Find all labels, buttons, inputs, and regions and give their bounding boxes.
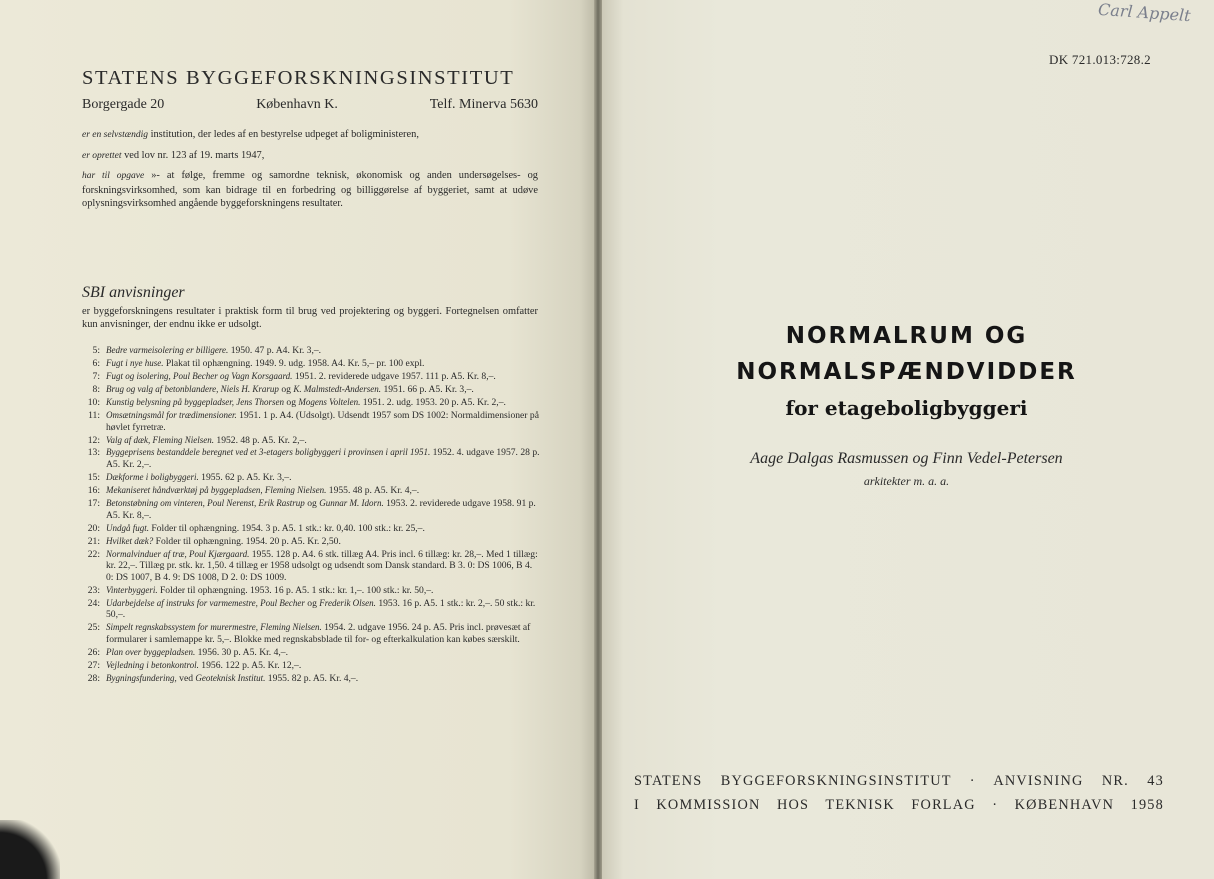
owner-signature: Carl Appelt [1097, 0, 1192, 26]
publication-text: Dækforme i boligbyggeri. [106, 472, 199, 483]
publication-number: 28: [87, 672, 100, 684]
publication-text: Frederik Olsen. [319, 597, 376, 608]
publication-text: og [278, 383, 294, 395]
publication-item [82, 447, 540, 470]
publication-number: 25: [87, 622, 100, 634]
publication-text: og [304, 498, 320, 510]
publication-text: Gunnar M. Idorn. [319, 498, 384, 509]
institute-name: STATENS BYGGEFORSKNINGSINSTITUT [82, 67, 515, 89]
publication-text: og [304, 597, 320, 609]
institute-address [82, 97, 538, 113]
publication-text: 1955. 128 p. A4. 6 stk. tillæg A4. Pris incl. 6 tillæg: kr. 28,–. Med 1 tillæg: kr. 22,–. Tillæg pr. stk. kr. 1,50. 4 tillæg er 1958 udsolgt og udsendt som Dansk standard. B 3. 0: DS 1006, B 4. 0: DS 1007, B 4. 9: DS 1008, D 2. 0: DS 1009. [106, 548, 538, 583]
sbi-section-description: er byggeforskningens resultater i praktisk form til brug ved projektering og byggeri. Fortegnelsen omfatter kun anvisninger, der endnu ikke er udsolgt. [82, 306, 538, 330]
right-page [599, 0, 1214, 879]
footer-line-1: STATENS BYGGEFORSKNINGSINSTITUT · ANVISNING NR. 43 [634, 773, 1164, 789]
page-corner-shadow [0, 820, 60, 879]
publication-number: 8: [92, 383, 100, 395]
publication-text: 1950. 47 p. A4. Kr. 3,–. [228, 345, 322, 356]
publication-item [82, 345, 540, 357]
publication-item [82, 435, 540, 447]
publication-item [82, 384, 540, 396]
publication-item [82, 536, 540, 548]
publication-list [82, 345, 540, 686]
publication-text: Hvilket dæk? [106, 535, 154, 546]
publication-text: Valg af dæk, Fleming Nielsen. [106, 434, 214, 445]
publication-number: 27: [87, 659, 100, 671]
publication-number: 6: [92, 357, 100, 369]
publication-text: Folder til ophængning. 1954. 20 p. A5. Kr. 2,50. [153, 535, 341, 547]
publication-item [82, 622, 540, 645]
intro-paragraph: er en selvstændig institution, der ledes af en bestyrelse udpeget af boligministeren, [82, 129, 419, 140]
publication-text: 1953. 16 p. A5. 1 stk.: kr. 2,–. 50 stk.: kr. 50,–. [106, 597, 536, 621]
publication-number: 10: [87, 396, 100, 408]
publication-text: 1951. 66 p. A5. Kr. 3,–. [381, 383, 474, 395]
publication-text: Bedre varmeisolering er billigere. [106, 345, 229, 355]
publication-text: 1955. 82 p. A5. Kr. 4,–. [265, 672, 359, 684]
publication-text: 1956. 122 p. A5. Kr. 12,–. [198, 659, 302, 671]
publication-text: Fugt og isolering, Poul Becher og Vagn Korsgaard. [106, 370, 293, 381]
footer-line-2: I KOMMISSION HOS TEKNISK FORLAG · KØBENHAVN 1958 [634, 797, 1164, 813]
publication-text: Simpelt regnskabssystem for murermestre, Fleming Nielsen. [106, 622, 322, 633]
publication-item [82, 371, 540, 383]
publication-text: Normalvinduer af træ, Poul Kjærgaard. [106, 548, 250, 559]
publication-text: Plakat til ophængning. 1949. 9. udg. 1958. A4. Kr. 5,– pr. 100 expl. [163, 357, 425, 369]
subtitle: for etageboligbyggeri [785, 396, 1028, 420]
publication-item [82, 598, 540, 621]
publication-item [82, 549, 540, 584]
publication-text: Betonstøbning om vinteren, Poul Nerenst, Erik Rastrup [106, 498, 305, 509]
address-phone: Telf. Minerva 5630 [429, 97, 538, 112]
publication-number: 15: [87, 472, 100, 484]
publication-text: Kunstig belysning på byggepladser, Jens Thorsen [106, 396, 284, 407]
address-street: Borgergade 20 [82, 97, 165, 112]
publication-number: 11: [88, 409, 100, 421]
publication-text: Folder til ophængning. 1954. 3 p. A5. 1 stk.: kr. 0,40. 100 stk.: kr. 25,–. [149, 522, 425, 534]
publication-number: 5: [92, 345, 100, 356]
publication-text: 1952. 4. udgave 1957. 28 p. A5. Kr. 2,–. [106, 447, 540, 471]
sbi-section-title: SBI anvisninger [82, 284, 185, 301]
intro-paragraph: er oprettet ved lov nr. 123 af 19. marts 1947, [82, 149, 265, 161]
publication-number: 16: [87, 485, 100, 497]
publication-number: 23: [87, 584, 100, 596]
address-city: København K. [256, 97, 338, 112]
publication-number: 26: [87, 646, 100, 658]
publication-text: og [284, 396, 299, 408]
publication-text: 1951. 2. udg. 1953. 20 p. A5. Kr. 2,–. [360, 396, 506, 408]
book-gutter [594, 0, 602, 879]
publication-text: 1951. 1 p. A4. (Udsolgt). Udsendt 1957 som DS 1002: Normaldimensioner på høvlet fyrretræ. [106, 409, 539, 433]
publication-text: 1956. 30 p. A5. Kr. 4,–. [195, 646, 288, 658]
publication-number: 13: [87, 447, 100, 459]
publication-item [82, 585, 540, 597]
publication-text: ved [176, 672, 196, 684]
publication-number: 20: [87, 522, 100, 534]
publication-text: 1953. 2. reviderede udgave 1958. 91 p. A5. Kr. 8,–. [106, 498, 536, 521]
publication-item [82, 410, 540, 433]
publication-text: Undgå fugt. [106, 522, 150, 533]
intro-paragraph: har til opgave »- at følge, fremme og samordne teknisk, økonomisk og anden undersøgelses- og forskningsvirksomhed, som kan bidrage til en forbedring og billiggørelse af byggeriet, samt at udøve oplysningsvirksomhed angående byggeforskningens resultater. [82, 170, 538, 209]
publication-number: 24: [87, 597, 100, 609]
publication-text: Brug og valg af betonblandere, Niels H. Krarup [106, 383, 279, 394]
title-line-1: NORMALRUM OG [785, 323, 1028, 349]
publication-text: K. Malmstedt-Andersen. [293, 383, 382, 394]
authors: Aage Dalgas Rasmussen og Finn Vedel-Petersen [750, 450, 1063, 467]
publication-text: Omsætningsmål for trædimensioner. [106, 409, 237, 420]
publication-text: Vejledning i betonkontrol. [106, 659, 199, 670]
publication-text: 1954. 2. udgave 1956. 24 p. A5. Pris incl. prøvesæt af formularer i samlemappe kr. 5,–. Blokke med regnskabsblade til for- og efterkalkulation kan købes særskilt. [106, 622, 531, 645]
publication-text: Vinterbyggeri. [106, 584, 158, 595]
publication-item [82, 660, 540, 672]
publication-item [82, 498, 540, 521]
publication-text: Mekaniseret håndværktøj på byggepladsen, Fleming Nielsen. [106, 485, 327, 496]
publication-text: Udarbejdelse af instruks for varmemestre, Poul Becher [106, 597, 305, 608]
publication-text: 1951. 2. reviderede udgave 1957. 111 p. A5. Kr. 8,–. [292, 370, 496, 382]
publication-text: Geoteknisk Institut. [195, 672, 266, 683]
publication-text: 1955. 62 p. A5. Kr. 3,–. [198, 472, 292, 484]
publication-text: Bygningsfundering, [106, 672, 177, 683]
publication-text: Byggeprisens bestanddele beregnet ved et 3-etagers boligbyggeri i provinsen i april 1951. [106, 447, 431, 458]
publication-number: 21: [87, 535, 100, 547]
publication-item [82, 485, 540, 497]
publication-item [82, 472, 540, 484]
publication-item [82, 523, 540, 535]
publication-number: 12: [87, 434, 100, 446]
publication-number: 7: [92, 370, 100, 382]
publication-item [82, 358, 540, 370]
publication-text: Plan over byggepladsen. [106, 646, 196, 657]
dk-classification: DK 721.013:728.2 [1049, 52, 1151, 67]
author-roles: arkitekter m. a. a. [863, 474, 950, 488]
publication-text: Folder til ophængning. 1953. 16 p. A5. 1 stk.: kr. 1,–. 100 stk.: kr. 50,–. [157, 584, 434, 596]
publication-number: 17: [87, 498, 100, 510]
publication-text: Mogens Voltelen. [298, 396, 361, 407]
publication-text: 1955. 48 p. A5. Kr. 4,–. [326, 485, 420, 497]
institute-description [82, 128, 538, 217]
publication-number: 22: [87, 548, 100, 560]
title-line-2: NORMALSPÆNDVIDDER [736, 359, 1077, 385]
publication-item [82, 397, 540, 409]
publication-item [82, 673, 540, 685]
publication-text: 1952. 48 p. A5. Kr. 2,–. [214, 434, 307, 446]
publication-item [82, 647, 540, 659]
publication-text: Fugt i nye huse. [106, 357, 164, 368]
